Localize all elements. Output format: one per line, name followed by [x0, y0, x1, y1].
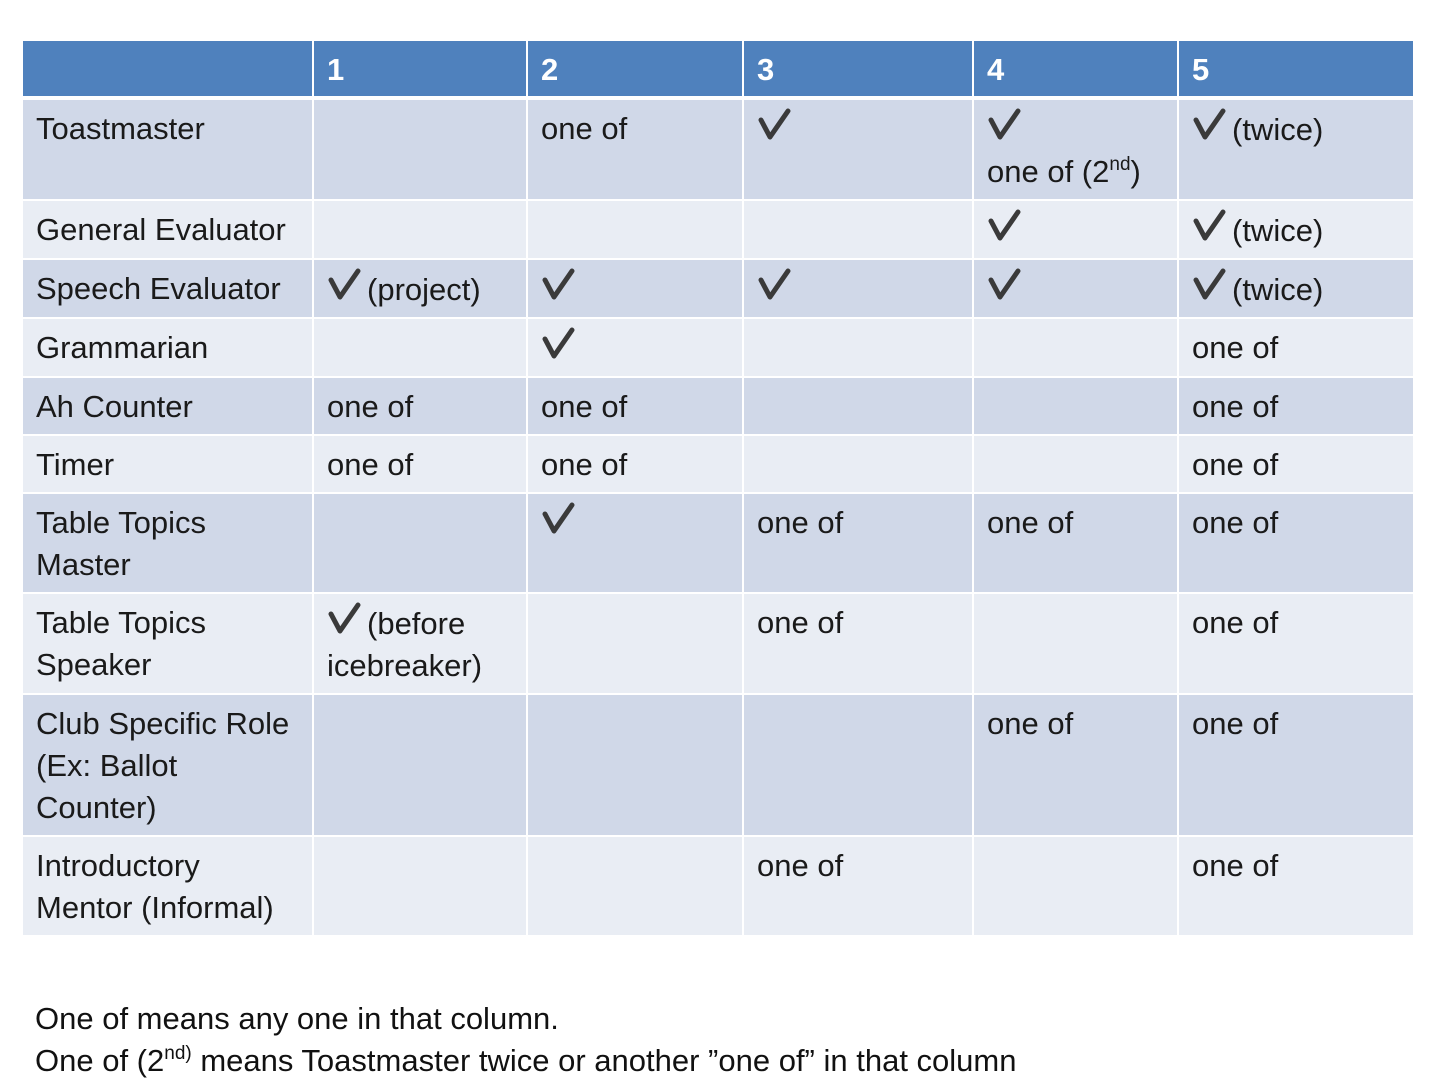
table-cell: [973, 593, 1178, 694]
check-icon: [757, 108, 791, 142]
table-row: [22, 694, 1414, 836]
cell-text: one of: [987, 706, 1074, 741]
cell-text: one of: [541, 111, 628, 146]
table-cell: [743, 98, 973, 200]
check-icon: [541, 268, 575, 302]
table-cell: [527, 593, 743, 694]
cell-text: ): [1130, 154, 1141, 189]
table-cell: [973, 694, 1178, 836]
table-row: [22, 318, 1414, 377]
table-body: [22, 98, 1414, 936]
check-icon: [987, 108, 1021, 142]
table-row: [22, 377, 1414, 435]
check-icon: [327, 268, 361, 302]
table-cell: [743, 694, 973, 836]
footnote-line-1: One of means any one in that column.: [35, 1001, 559, 1036]
check-icon: [1192, 108, 1226, 142]
cell-text: one of: [1192, 605, 1279, 640]
table-row: [22, 435, 1414, 493]
footnote-line-2-superscript: nd): [164, 1043, 192, 1064]
table-row: [22, 200, 1414, 259]
cell-line: [987, 151, 1164, 193]
header-cell: 1: [313, 40, 527, 98]
table-row: [22, 493, 1414, 593]
table-cell: [1178, 836, 1414, 936]
table-row: [22, 593, 1414, 694]
table-cell: [527, 694, 743, 836]
table-cell: [1178, 377, 1414, 435]
cell-text: (project): [367, 272, 481, 307]
table-cell: [743, 200, 973, 259]
table-cell: [1178, 435, 1414, 493]
cell-text: (before icebreaker): [327, 606, 483, 683]
footnote-line-2-before: One of (2: [35, 1043, 165, 1078]
cell-text: one of (2: [987, 154, 1110, 189]
table-cell: [313, 318, 527, 377]
table-cell: [973, 493, 1178, 593]
check-icon: [541, 327, 575, 361]
role-cell: Introductory Mentor (Informal): [22, 836, 313, 936]
table-cell: [973, 318, 1178, 377]
table-cell: [1178, 318, 1414, 377]
cell-text: one of: [757, 605, 844, 640]
cell-text: one of: [327, 389, 414, 424]
table-cell: [313, 593, 527, 694]
table-cell: [313, 694, 527, 836]
role-cell: Timer: [22, 435, 313, 493]
table-row: [22, 259, 1414, 318]
header-cell: 3: [743, 40, 973, 98]
table-cell: [1178, 593, 1414, 694]
table-cell: [1178, 493, 1414, 593]
cell-text: one of: [541, 447, 628, 482]
cell-text: one of: [1192, 447, 1279, 482]
cell-text: one of: [987, 505, 1074, 540]
table-cell: [973, 836, 1178, 936]
table-cell: [313, 493, 527, 593]
header-cell: 2: [527, 40, 743, 98]
header-cell: [22, 40, 313, 98]
role-cell: Ah Counter: [22, 377, 313, 435]
table-cell: [527, 377, 743, 435]
table-cell: [313, 435, 527, 493]
cell-text: (twice): [1232, 213, 1324, 248]
check-icon: [541, 502, 575, 536]
table-cell: [1178, 259, 1414, 318]
table-cell: [1178, 694, 1414, 836]
table-cell: [527, 259, 743, 318]
table-cell: [313, 377, 527, 435]
table-cell: [527, 98, 743, 200]
table-cell: [1178, 200, 1414, 259]
check-icon: [987, 268, 1021, 302]
footnote-line-2: [35, 1040, 1017, 1082]
check-icon: [327, 602, 361, 636]
header-cell: 4: [973, 40, 1178, 98]
table-cell: [973, 259, 1178, 318]
table-cell: [527, 435, 743, 493]
table-cell: [743, 493, 973, 593]
check-icon: [987, 209, 1021, 243]
footnotes: [35, 998, 1017, 1082]
table-cell: [1178, 98, 1414, 200]
cell-text: one of: [757, 848, 844, 883]
cell-line: [987, 108, 1164, 151]
footnote-line-2-after: means Toastmaster twice or another ”one of” in that column: [191, 1043, 1017, 1078]
cell-text: one of: [327, 447, 414, 482]
cell-text: one of: [1192, 505, 1279, 540]
cell-text: (twice): [1232, 272, 1324, 307]
cell-text: (twice): [1232, 112, 1324, 147]
table-cell: [313, 836, 527, 936]
table-cell: [743, 836, 973, 936]
table-cell: [973, 98, 1178, 200]
cell-text: one of: [757, 505, 844, 540]
role-cell: Speech Evaluator: [22, 259, 313, 318]
cell-text: one of: [1192, 389, 1279, 424]
table-cell: [743, 318, 973, 377]
table-cell: [743, 259, 973, 318]
header-row: [22, 40, 1414, 98]
role-cell: Club Specific Role (Ex: Ballot Counter): [22, 694, 313, 836]
table-cell: [527, 493, 743, 593]
table-cell: [743, 435, 973, 493]
cell-text: one of: [1192, 330, 1279, 365]
table-cell: [527, 318, 743, 377]
table-cell: [973, 377, 1178, 435]
table-cell: [313, 200, 527, 259]
table-cell: [973, 435, 1178, 493]
table-row: [22, 98, 1414, 200]
check-icon: [757, 268, 791, 302]
table-cell: [527, 200, 743, 259]
role-cell: General Evaluator: [22, 200, 313, 259]
table-cell: [527, 836, 743, 936]
role-cell: Toastmaster: [22, 98, 313, 200]
role-cell: Table Topics Speaker: [22, 593, 313, 694]
check-icon: [1192, 268, 1226, 302]
check-icon: [1192, 209, 1226, 243]
cell-text: one of: [1192, 848, 1279, 883]
role-cell: Grammarian: [22, 318, 313, 377]
cell-superscript: nd: [1109, 154, 1131, 175]
cell-text: one of: [1192, 706, 1279, 741]
roles-table: [21, 39, 1415, 937]
table-cell: [743, 377, 973, 435]
table-cell: [313, 259, 527, 318]
table-cell: [313, 98, 527, 200]
table-cell: [743, 593, 973, 694]
table-row: [22, 836, 1414, 936]
table-cell: [973, 200, 1178, 259]
cell-text: one of: [541, 389, 628, 424]
role-cell: Table Topics Master: [22, 493, 313, 593]
header-cell: 5: [1178, 40, 1414, 98]
